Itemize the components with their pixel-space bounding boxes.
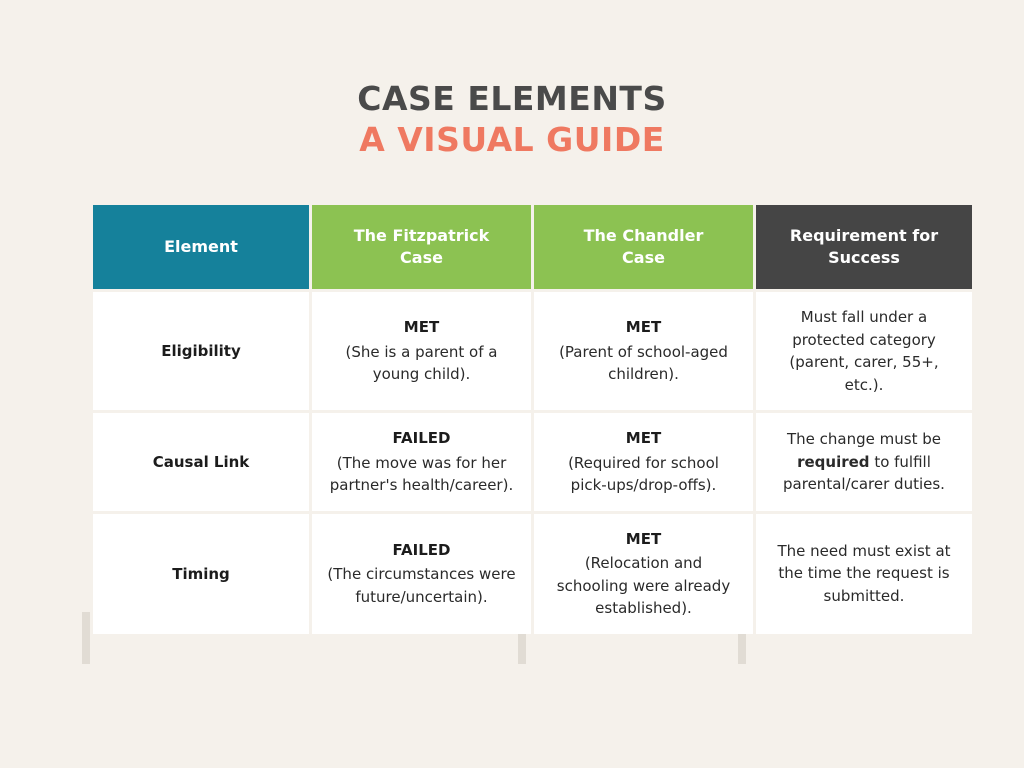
detail-text: (Parent of school-aged children). [559,342,728,384]
table-header [93,205,972,289]
table-row [93,292,972,410]
cell-requirement-timing: The need must exist at the time the request is submitted. [756,514,972,634]
table-body [93,292,972,634]
requirement-emphasis: required [797,452,870,471]
verdict-text: MET [625,429,662,447]
column-header-chandler-case: The Chandler Case [534,205,753,289]
comparison-table-wrapper [90,202,951,637]
cell-fitzpatrick-causal-link [312,413,531,511]
detail-text: (Required for school pick-ups/drop-offs). [568,453,719,494]
title-line-accent: A VISUAL GUIDE [359,120,665,160]
requirement-prefix: The change must be [787,430,941,448]
cell-fitzpatrick-timing [312,514,531,634]
verdict-text: MET [625,318,662,337]
column-header-element: Element [93,205,309,289]
cell-requirement-eligibility: Must fall under a protected category (parent, carer, 55+, etc.). [756,292,972,410]
verdict-text: MET [625,529,662,548]
cell-fitzpatrick-eligibility [312,292,531,410]
verdict-text: FAILED [392,429,451,447]
row-label-timing: Timing [93,514,309,634]
cell-chandler-causal-link [534,413,753,511]
table-row [93,413,972,511]
cell-chandler-eligibility [534,292,753,410]
requirement-suffix: to fulfill parental/carer duties. [783,452,945,493]
cell-chandler-timing [534,514,753,634]
column-header-requirement: Requirement for Success [756,205,972,289]
comparison-table [90,202,975,637]
row-label-causal-link: Causal Link [93,413,309,511]
cell-requirement-causal-link [756,413,972,511]
detail-text: (The move was for her partner's health/career). [329,453,514,494]
verdict-text: MET [403,318,440,337]
detail-text: (She is a parent of a young child). [345,342,498,384]
title-line-primary: CASE ELEMENTS [357,79,667,118]
table-row [93,514,972,634]
column-header-fitzpatrick-case: The Fitzpatrick Case [312,205,531,289]
page-title [0,0,1024,161]
decorative-shadow-left [82,612,90,664]
verdict-text: FAILED [392,540,451,559]
table-header-row [93,205,972,289]
row-label-eligibility: Eligibility [93,292,309,410]
detail-text: (Relocation and schooling were already established). [556,554,731,617]
detail-text: (The circumstances were future/uncertain). [327,565,516,606]
